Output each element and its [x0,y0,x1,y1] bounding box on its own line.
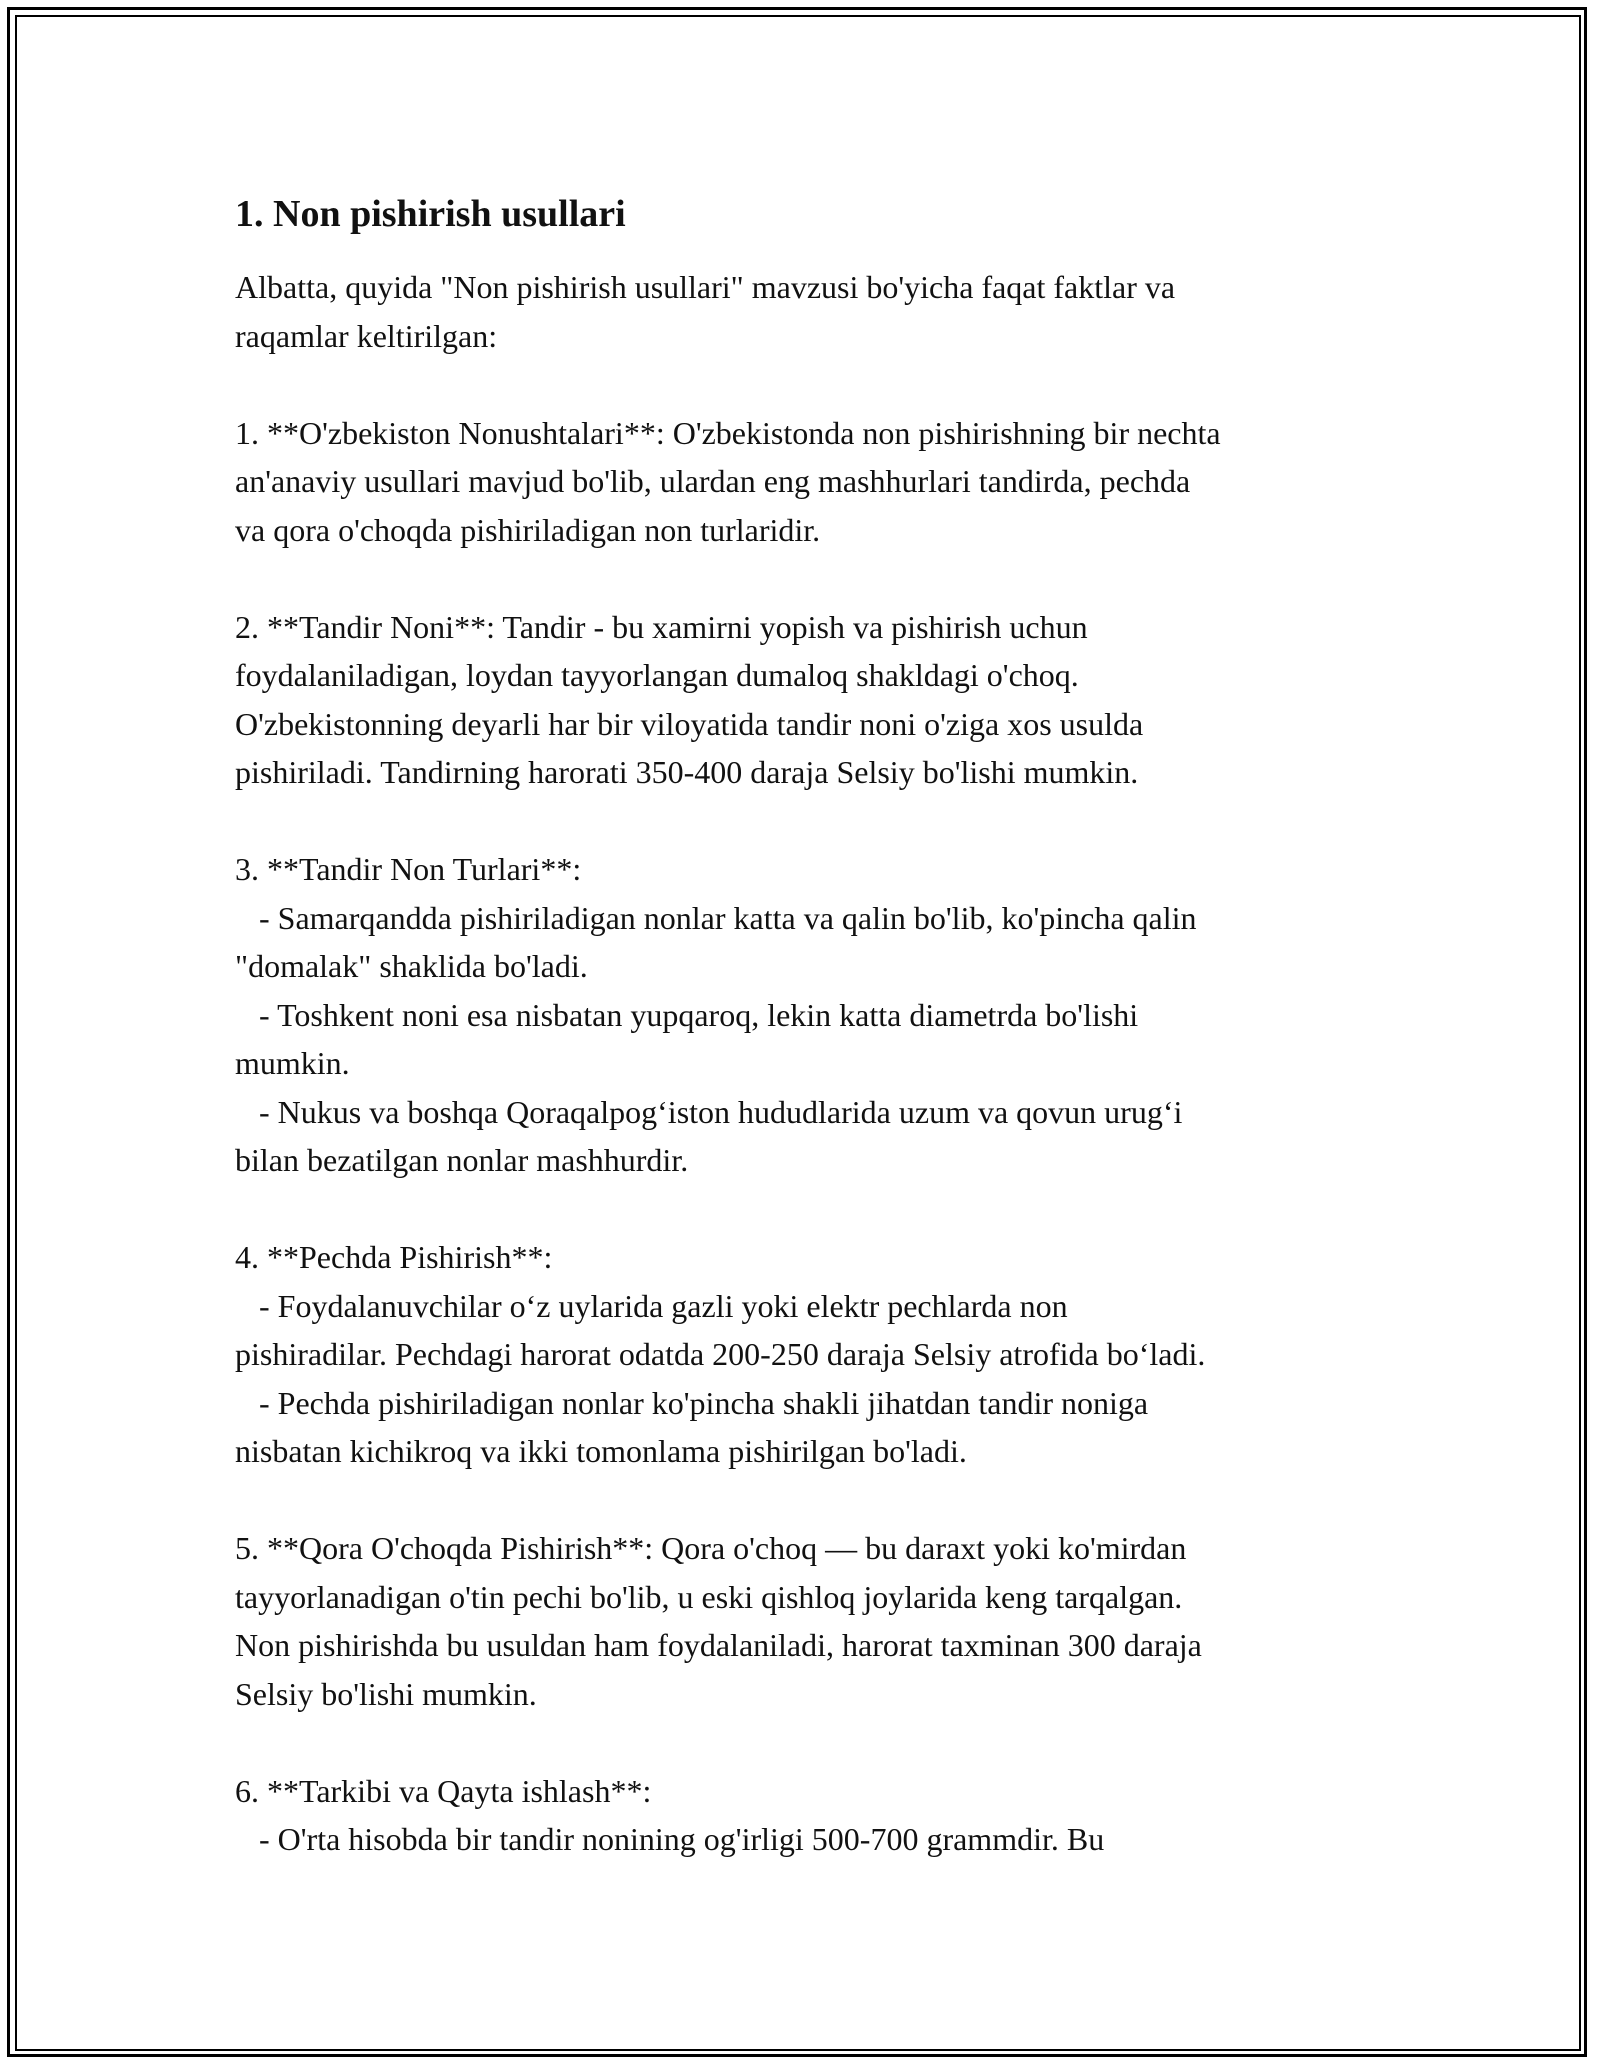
blank-line [235,1718,1370,1767]
document-title: 1. Non pishirish usullari [235,193,626,235]
document-page [235,188,1370,1864]
blank-line [235,797,1370,846]
text-line: tayyorlanadigan o'tin pechi bo'lib, u eski qishloq joylarida keng tarqalgan. [235,1578,1183,1615]
text-line: - O'rta hisobda bir tandir nonining og'irligi 500-700 grammdir. Bu [235,1821,1105,1857]
blank-line [235,554,1370,603]
text-line: Selsiy bo'lishi mumkin. [235,1675,537,1712]
text-line: 4. **Pechda Pishirish**: [235,1239,553,1275]
text-line: nisbatan kichikroq va ikki tomonlama pishirilgan bo'ladi. [235,1433,967,1469]
text-line: bilan bezatilgan nonlar mashhurdir. [235,1142,689,1178]
text-line: raqamlar keltirilgan: [235,317,498,354]
text-line: pishiradilar. Pechdagi harorat odatda 200-250 daraja Selsiy atrofida bo‘ladi. [235,1336,1206,1372]
text-line: Non pishirishda bu usuldan ham foydalaniladi, harorat taxminan 300 daraja [235,1627,1202,1663]
text-line: - Toshkent noni esa nisbatan yupqaroq, lekin katta diametrda bo'lishi [235,996,1139,1033]
text-line: - Samarqandda pishiriladigan nonlar katta va qalin bo'lib, ko'pincha qalin [235,899,1197,936]
text-line: - Nukus va boshqa Qoraqalpog‘iston hududlarida uzum va qovun urug‘i [235,1093,1183,1130]
text-line: 5. **Qora O'choqda Pishirish**: Qora o'choq — bu daraxt yoki ko'mirdan [235,1530,1187,1566]
blank-line [235,1185,1370,1234]
text-line: mumkin. [235,1045,350,1081]
blank-line [235,360,1370,409]
text-line: foydalaniladigan, loydan tayyorlangan dumaloq shakldagi o'choq. [235,657,1079,693]
text-line: 6. **Tarkibi va Qayta ishlash**: [235,1772,652,1809]
blank-line [235,1476,1370,1525]
text-line: 2. **Tandir Noni**: Tandir - bu xamirni yopish va pishirish uchun [235,608,1088,645]
text-line: "domalak" shaklida bo'ladi. [235,948,588,984]
text-line: va qora o'choqda pishiriladigan non turlaridir. [235,511,821,548]
text-line: 3. **Tandir Non Turlari**: [235,851,582,887]
text-line: an'anaviy usullari mavjud bo'lib, ulardan eng mashhurlari tandirda, pechda [235,463,1191,499]
text-line: Albatta, quyida "Non pishirish usullari" mavzusi bo'yicha faqat faktlar va [235,269,1176,305]
document-body [235,263,1370,1864]
text-line: - Foydalanuvchilar o‘z uylarida gazli yoki elektr pechlarda non [235,1287,1068,1324]
text-line: pishiriladi. Tandirning harorati 350-400 daraja Selsiy bo'lishi mumkin. [235,754,1139,790]
text-line: - Pechda pishiriladigan nonlar ko'pincha shakli jihatdan tandir noniga [235,1384,1149,1421]
text-line: 1. **O'zbekiston Nonushtalari**: O'zbekistonda non pishirishning bir nechta [235,414,1221,451]
text-line: O'zbekistonning deyarli har bir viloyatida tandir noni o'ziga xos usulda [235,705,1144,742]
